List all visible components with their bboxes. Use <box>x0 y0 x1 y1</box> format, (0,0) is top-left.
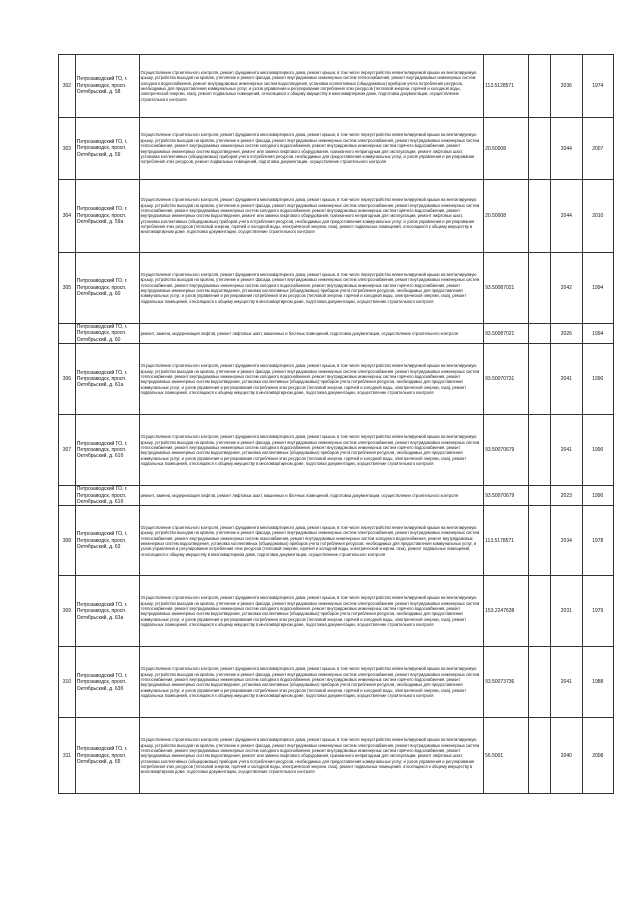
built-year-cell: 1990 <box>582 486 613 506</box>
table-row <box>59 647 614 718</box>
empty-cell <box>529 253 551 324</box>
address-cell: Петрозаводский ГО, г. Петрозаводск, просп. Октябрьский, д. 60 <box>75 253 139 324</box>
area-cell: 93.50070731 <box>484 344 529 415</box>
built-year-cell: 2008 <box>582 718 613 794</box>
address-cell: Петрозаводский ГО, г. Петрозаводск, просп. Октябрьский, д. 63б <box>75 647 139 718</box>
address-cell: Петрозаводский ГО, г. Петрозаводск, просп. Октябрьский, д. 61б <box>75 486 139 506</box>
works-cell: ремонт, замена, модернизация лифтов, ремонт лифтовых шахт, машинных и блочных помещений, подготовка документации, осуществление строительного контроля <box>139 324 484 344</box>
area-cell: 93.50070679 <box>484 486 529 506</box>
built-year-cell: 1994 <box>582 253 613 324</box>
built-year-cell: 1994 <box>582 324 613 344</box>
built-year-cell: 1988 <box>582 647 613 718</box>
works-cell: Осуществление строительного контроля, ремонт фундамента многоквартирного дома, ремонт крыши, в том числе переустройство невентилируемой крыши на вентилируемую крышу, устройство выходов на кровлю, утепление и ремонт фасада, ремонт внутридомовых инженерных систем электроснабжения, ремонт внутридомовых инженерных систем теплоснабжения, ремонт внутридомовых инженерных систем холодного водоснабжения, ремонт внутридомовых инженерных систем горячего водоснабжения, ремонт внутридомовых инженерных систем водоотведения, установка коллективных (общедомовых) приборов учета потребления ресурсов, необходимых для предоставления коммунальных услуг, и узлов управления и регулирования потребления этих ресурсов (тепловой энергии, горячей и холодной воды, электрической энергии, газа), ремонт подвальных помещений, относящихся к общему имуществу в многоквартирном доме, подготовка документации, осуществление строительного контроля <box>139 576 484 647</box>
works-cell: Осуществление строительного контроля, ремонт фундамента многоквартирного дома, ремонт крыши, в том числе переустройство невентилируемой крыши на вентилируемую крышу, устройство выходов на кровлю, утепление и ремонт фасада, ремонт внутридомовых инженерных систем электроснабжения, ремонт внутридомовых инженерных систем теплоснабжения, ремонт внутридомовых инженерных систем холодного водоснабжения, ремонт внутридомовых инженерных систем горячего водоснабжения, ремонт внутридомовых инженерных систем водоотведения, ремонт или замена лифтового оборудования, признанного непригодным для эксплуатации, ремонт лифтовых шахт, установка коллективных (общедомовых) приборов учета потребления ресурсов, необходимых для предоставления коммунальных услуг, и узлов управления и регулирования потребления этих ресурсов (тепловой энергии, горячей и холодной воды, электрической энергии, газа), ремонт подвальных помещений, относящихся к общему имуществу в многоквартирном доме, подготовка документации, осуществление строительного контроля <box>139 180 484 253</box>
area-cell: 93.50073736 <box>484 647 529 718</box>
table-row <box>59 180 614 253</box>
address-cell: Петрозаводский ГО, г. Петрозаводск, просп. Октябрьский, д. 61а <box>75 344 139 415</box>
built-year-cell: 2010 <box>582 180 613 253</box>
row-number: 306 <box>59 344 76 415</box>
area-cell: 93.50070679 <box>484 415 529 486</box>
works-cell: Осуществление строительного контроля, ремонт фундамента многоквартирного дома, ремонт крыши, в том числе переустройство невентилируемой крыши на вентилируемую крышу, устройство выходов на кровлю, утепление и ремонт фасада, ремонт внутридомовых инженерных систем электроснабжения, ремонт внутридомовых инженерных систем теплоснабжения, ремонт внутридомовых инженерных систем холодного водоснабжения, ремонт внутридомовых инженерных систем горячего водоснабжения, ремонт внутридомовых инженерных систем водоотведения, установка коллективных (общедомовых) приборов учета потребления ресурсов, необходимых для предоставления коммунальных услуг, и узлов управления и регулирования потребления этих ресурсов (тепловой энергии, горячей и холодной воды, электрической энергии, газа), ремонт подвальных помещений, относящихся к общему имуществу в многоквартирном доме, подготовка документации, осуществление строительного контроля <box>139 415 484 486</box>
built-year-cell: 1990 <box>582 415 613 486</box>
planned-year-cell: 2026 <box>551 324 582 344</box>
row-number <box>59 324 76 344</box>
planned-year-cell: 2041 <box>551 344 582 415</box>
built-year-cell: 2007 <box>582 118 613 180</box>
works-cell: Осуществление строительного контроля, ремонт фундамента многоквартирного дома, ремонт крыши, в том числе переустройство невентилируемой крыши на вентилируемую крышу, устройство выходов на кровлю, утепление и ремонт фасада, ремонт внутридомовых инженерных систем электроснабжения, ремонт внутридомовых инженерных систем теплоснабжения, ремонт внутридомовых инженерных систем газоснабжения, ремонт внутридомовых инженерных систем холодного водоснабжения, ремонт внутридомовых инженерных систем водоотведения, установка коллективных (общедомовых) приборов учета потребления ресурсов, необходимых для предоставления коммунальных услуг, и узлов управления и регулирования потребления этих ресурсов (тепловой энергии, горячей и холодной воды, электрической энергии, газа), ремонт подвальных помещений, относящихся к общему имуществу в многоквартирном доме, подготовка документации, осуществление строительного контроля <box>139 506 484 576</box>
empty-cell <box>529 180 551 253</box>
empty-cell <box>529 344 551 415</box>
area-cell: 93.50087021 <box>484 324 529 344</box>
table-row <box>59 576 614 647</box>
area-cell: 153.2247638 <box>484 576 529 647</box>
table-row <box>59 344 614 415</box>
works-cell: Осуществление строительного контроля, ремонт фундамента многоквартирного дома, ремонт крыши, в том числе переустройство невентилируемой крыши на вентилируемую крышу, устройство выходов на кровлю, утепление и ремонт фасада, ремонт внутридомовых инженерных систем электроснабжения, ремонт внутридомовых инженерных систем теплоснабжения, ремонт внутридомовых инженерных систем холодного водоснабжения, ремонт внутридомовых инженерных систем горячего водоснабжения, ремонт внутридомовых инженерных систем водоотведения, установка коллективных (общедомовых) приборов учета потребления ресурсов, необходимых для предоставления коммунальных услуг, и узлов управления и регулирования потребления этих ресурсов (тепловой энергии, горячей и холодной воды, электрической энергии, газа), ремонт подвальных помещений, относящихся к общему имуществу в многоквартирном доме, подготовка документации, осуществление строительного контроля <box>139 344 484 415</box>
table-body <box>59 55 614 794</box>
planned-year-cell: 2041 <box>551 647 582 718</box>
empty-cell <box>529 718 551 794</box>
area-cell: 93.50087021 <box>484 253 529 324</box>
planned-year-cell: 2042 <box>551 253 582 324</box>
works-cell: Осуществление строительного контроля, ремонт фундамента многоквартирного дома, ремонт крыши, в том числе переустройство невентилируемой крыши на вентилируемую крышу, устройство выходов на кровлю, утепление и ремонт фасада, ремонт внутридомовых инженерных систем электроснабжения, ремонт внутридомовых инженерных систем теплоснабжения, ремонт внутридомовых инженерных систем холодного водоснабжения, ремонт внутридомовых инженерных систем горячего водоснабжения, ремонт внутридомовых инженерных систем водоотведения, ремонт или замена лифтового оборудования, признанного непригодным для эксплуатации, ремонт лифтовых шахт, установка коллективных (общедомовых) приборов учета потребления ресурсов, необходимых для предоставления коммунальных услуг, и узлов управления и регулирования потребления этих ресурсов (тепловой энергии, горячей и холодной воды, электрической энергии, газа), ремонт подвальных помещений, относящихся к общему имуществу в многоквартирном доме, подготовка документации, осуществление строительного контроля <box>139 718 484 794</box>
works-cell: Осуществление строительного контроля, ремонт фундамента многоквартирного дома, ремонт крыши, в том числе переустройство невентилируемой крыши на вентилируемую крышу, устройство выходов на кровлю, утепление и ремонт фасада, ремонт внутридомовых инженерных систем электроснабжения, ремонт внутридомовых инженерных систем теплоснабжения, ремонт внутридомовых инженерных систем холодного водоснабжения, ремонт внутридомовых инженерных систем горячего водоснабжения, ремонт внутридомовых инженерных систем водоотведения, установка коллективных (общедомовых) приборов учета потребления ресурсов, необходимых для предоставления коммунальных услуг, и узлов управления и регулирования потребления этих ресурсов (тепловой энергии, горячей и холодной воды, электрической энергии, газа), ремонт подвальных помещений, относящихся к общему имуществу в многоквартирном доме, подготовка документации, осуществление строительного контроля <box>139 253 484 324</box>
area-cell: 20.50008 <box>484 118 529 180</box>
table-row <box>59 486 614 506</box>
table-row <box>59 253 614 324</box>
address-cell: Петрозаводский ГО, г. Петрозаводск, просп. Октябрьский, д. 63а <box>75 576 139 647</box>
works-cell: Осуществление строительного контроля, ремонт фундамента многоквартирного дома, ремонт крыши, в том числе переустройство невентилируемой крыши на вентилируемую крышу, устройство выходов на кровлю, утепление и ремонт фасада, ремонт внутридомовых инженерных систем электроснабжения, ремонт внутридомовых инженерных систем теплоснабжения, ремонт внутридомовых инженерных систем холодного водоснабжения, ремонт внутридомовых инженерных систем горячего водоснабжения, ремонт внутридомовых инженерных систем водоотведения, установка коллективных (общедомовых) приборов учета потребления ресурсов, необходимых для предоставления коммунальных услуг, и узлов управления и регулирования потребления этих ресурсов (тепловой энергии, горячей и холодной воды, электрической энергии, газа), ремонт подвальных помещений, относящихся к общему имуществу в многоквартирном доме, подготовка документации, осуществление строительного контроля <box>139 647 484 718</box>
planned-year-cell: 2031 <box>551 576 582 647</box>
table-row <box>59 118 614 180</box>
built-year-cell: 1979 <box>582 576 613 647</box>
area-cell: 56.5001 <box>484 718 529 794</box>
table-row <box>59 718 614 794</box>
works-cell: Осуществление строительного контроля, ремонт фундамента многоквартирного дома, ремонт крыши, в том числе переустройство невентилируемой крыши на вентилируемую крышу, устройство выходов на кровлю, утепление и ремонт фасада, ремонт внутридомовых инженерных систем электроснабжения, ремонт внутридомовых инженерных систем теплоснабжения, ремонт внутридомовых инженерных систем холодного водоснабжения, ремонт внутридомовых инженерных систем горячего водоснабжения, ремонт внутридомовых инженерных систем водоотведения, ремонт или замена лифтового оборудования, признанного непригодным для эксплуатации, ремонт лифтовых шахт, установка коллективных (общедомовых) приборов учета потребления ресурсов, необходимых для предоставления коммунальных услуг, и узлов управления и регулирования потребления этих ресурсов, ремонт подвальных помещений, подготовка документации, осуществление строительного контроля <box>139 118 484 180</box>
table-row <box>59 415 614 486</box>
row-number: 303 <box>59 118 76 180</box>
planned-year-cell: 2034 <box>551 506 582 576</box>
row-number: 311 <box>59 718 76 794</box>
row-number: 309 <box>59 576 76 647</box>
table-row <box>59 506 614 576</box>
row-number: 304 <box>59 180 76 253</box>
address-cell: Петрозаводский ГО, г. Петрозаводск, просп. Октябрьский, д. 60 <box>75 324 139 344</box>
row-number: 308 <box>59 506 76 576</box>
address-cell: Петрозаводский ГО, г. Петрозаводск, просп. Октябрьский, д. 58 <box>75 55 139 118</box>
empty-cell <box>529 647 551 718</box>
row-number <box>59 486 76 506</box>
built-year-cell: 1974 <box>582 55 613 118</box>
address-cell: Петрозаводский ГО, г. Петрозаводск, просп. Октябрьский, д. 59 <box>75 118 139 180</box>
planned-year-cell: 2044 <box>551 180 582 253</box>
table-row <box>59 55 614 118</box>
address-cell: Петрозаводский ГО, г. Петрозаводск, просп. Октябрьский, д. 59а <box>75 180 139 253</box>
empty-cell <box>529 118 551 180</box>
row-number: 305 <box>59 253 76 324</box>
row-number: 302 <box>59 55 76 118</box>
area-cell: 113.5128571 <box>484 55 529 118</box>
planned-year-cell: 2040 <box>551 718 582 794</box>
empty-cell <box>529 576 551 647</box>
table-row <box>59 324 614 344</box>
built-year-cell: 1978 <box>582 506 613 576</box>
address-cell: Петрозаводский ГО, г. Петрозаводск, просп. Октябрьский, д. 63 <box>75 506 139 576</box>
area-cell: 113.5178571 <box>484 506 529 576</box>
address-cell: Петрозаводский ГО, г. Петрозаводск, просп. Октябрьский, д. 65 <box>75 718 139 794</box>
empty-cell <box>529 55 551 118</box>
works-cell: ремонт, замена, модернизация лифтов, ремонт лифтовых шахт, машинных и блочных помещений, подготовка документации, осуществление строительного контроля <box>139 486 484 506</box>
empty-cell <box>529 506 551 576</box>
planned-year-cell: 2041 <box>551 415 582 486</box>
area-cell: 20.50008 <box>484 180 529 253</box>
empty-cell <box>529 415 551 486</box>
capital-repair-table <box>58 54 614 794</box>
row-number: 310 <box>59 647 76 718</box>
works-cell: Осуществление строительного контроля, ремонт фундамента многоквартирного дома, ремонт крыши, в том числе переустройство невентилируемой крыши на вентилируемую крышу, устройство выходов на кровлю, утепление и ремонт фасада, ремонт внутридомовых инженерных систем теплоснабжения, ремонт внутридомовых инженерных систем холодного водоснабжения, ремонт внутридомовых инженерных систем водоотведения, установка коллективных (общедомовых) приборов учета потребления ресурсов, необходимых для предоставления коммунальных услуг, и узлов управления и регулирования потребления этих ресурсов (тепловой энергии, горячей и холодной воды, электрической энергии, газа), ремонт подвальных помещений, относящихся к общему имуществу в многоквартирном доме, подготовка документации, осуществление строительного контроля <box>139 55 484 118</box>
address-cell: Петрозаводский ГО, г. Петрозаводск, просп. Октябрьский, д. 61б <box>75 415 139 486</box>
row-number: 307 <box>59 415 76 486</box>
empty-cell <box>529 324 551 344</box>
planned-year-cell: 2023 <box>551 486 582 506</box>
planned-year-cell: 2036 <box>551 55 582 118</box>
empty-cell <box>529 486 551 506</box>
planned-year-cell: 2044 <box>551 118 582 180</box>
built-year-cell: 1990 <box>582 344 613 415</box>
